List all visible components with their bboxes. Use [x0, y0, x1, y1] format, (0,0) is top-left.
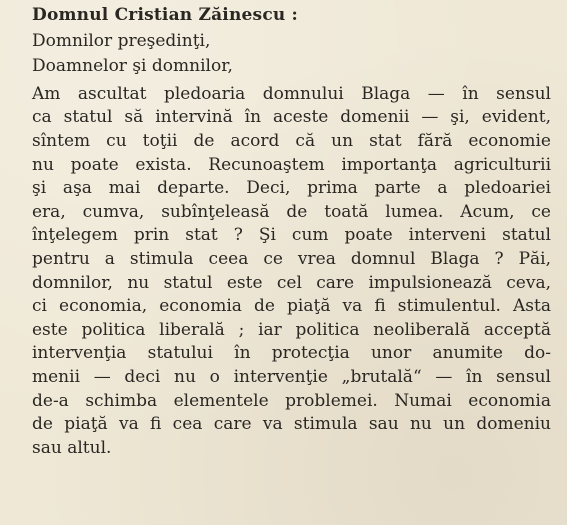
- speech-paragraph: [32, 83, 551, 461]
- speech-line: era, cumva, subînţeleasă de toată lumea. Acum, ce: [32, 201, 551, 222]
- salutation-line: Doamnelor şi domnilor,: [32, 56, 233, 77]
- speech-line: şi aşa mai departe. Deci, prima parte a pledoariei: [32, 178, 551, 199]
- salutation-line: Domnilor preşedinţi,: [32, 30, 211, 51]
- speech-line: sîntem cu toţii de acord că un stat fără economie: [32, 130, 551, 151]
- speech-line: ci economia, economia de piaţă va fi stimulentul. Asta: [32, 296, 551, 317]
- speech-line: domnilor, nu statul este cel care impulsionează ceva,: [32, 272, 551, 293]
- speech-line: intervenţia statului în protecţia unor anumite do-: [32, 343, 551, 364]
- speech-line: de piaţă va fi cea care va stimula sau nu un domeniu: [32, 414, 551, 435]
- speech-line: sau altul.: [32, 437, 112, 458]
- speaker-heading: Domnul Cristian Zăinescu :: [32, 5, 299, 25]
- speech-line: menii — deci nu o intervenţie „brutală“ — în sensul: [32, 366, 551, 387]
- speech-line: înţelegem prin stat ? Şi cum poate interveni statul: [32, 225, 551, 246]
- speech-line: ca statul să intervină în aceste domenii — şi, evident,: [32, 107, 551, 128]
- speech-line: Am ascultat pledoaria domnului Blaga — în sensul: [32, 83, 551, 104]
- speech-line: este politica liberală ; iar politica neoliberală acceptă: [32, 319, 551, 340]
- speech-line: nu poate exista. Recunoaştem importanţa agriculturii: [32, 154, 551, 175]
- speech-line: pentru a stimula ceea ce vrea domnul Blaga ? Păi,: [32, 248, 551, 269]
- speech-line: de-a schimba elementele problemei. Numai economia: [32, 390, 551, 411]
